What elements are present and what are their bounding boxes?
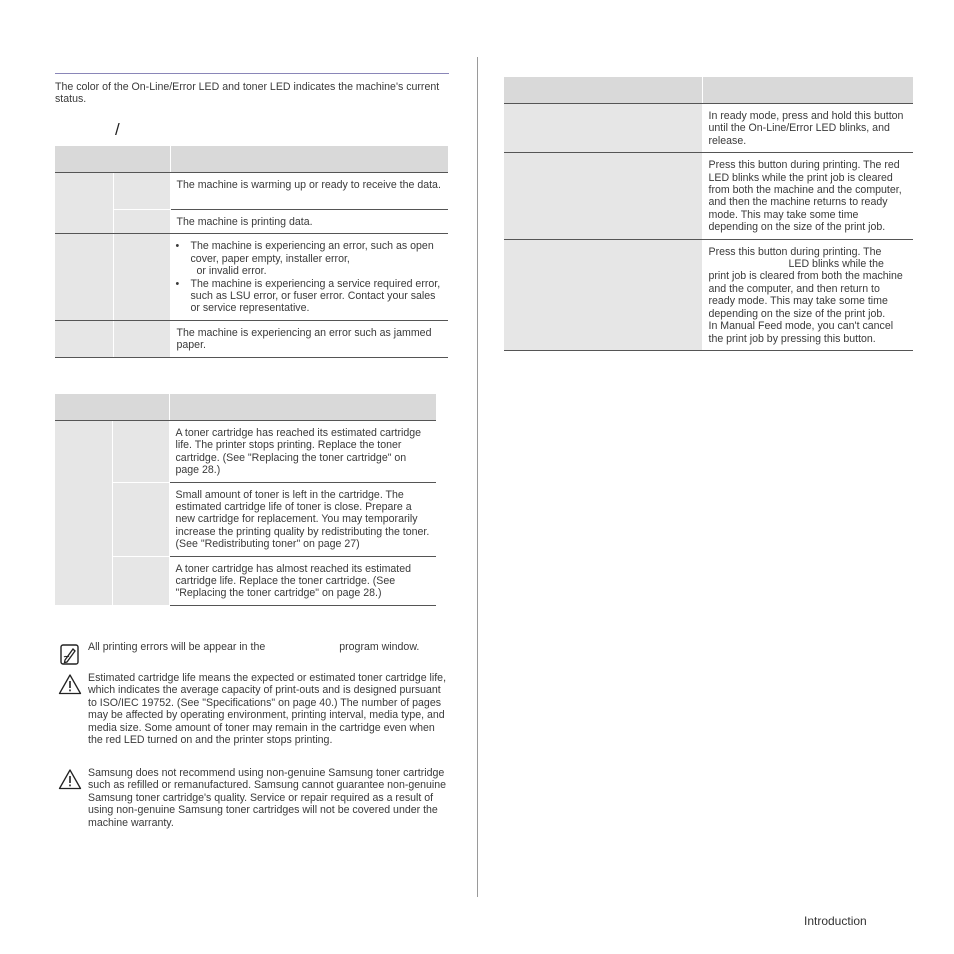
status-row-4-text: The machine is experiencing an error such as jammed paper.: [170, 320, 448, 357]
list-item: • The machine is experiencing an error, such as open cover, paper empty, installer error, or invalid error.: [175, 240, 443, 277]
section-heading-glyph: /: [115, 120, 120, 139]
section-rule: [55, 73, 449, 74]
button-row-1-text: In ready mode, press and hold this button until the On-Line/Error LED blinks, and release.: [702, 104, 913, 153]
table-header-row: [55, 394, 436, 421]
status-row-2-text: The machine is printing data.: [170, 210, 448, 234]
caution-icon: [58, 673, 82, 695]
status-row-1-text: The machine is warming up or ready to receive the data.: [170, 173, 448, 210]
caution-text-cartridge-life: Estimated cartridge life means the expected or estimated toner cartridge life, which indicates the average capacity of print-outs and is designed pursuant to ISO/IEC 19752. (See "Specifications" on page 40.) The number of pages may be affected by operating environment, printing interval, media type, and media size. Some amount of toner may remain in the cartridge even when the red LED turned on and the printer stops printing.: [88, 672, 447, 747]
toner-row-3-text: A toner cartridge has almost reached its estimated cartridge life. Replace the toner cartridge. (See "Replacing the toner cartridge" on page 28.): [169, 556, 436, 605]
status-led-table: [55, 146, 448, 358]
table-row: [55, 173, 448, 210]
toner-led-table: [55, 394, 436, 606]
table-header-row: [504, 77, 913, 104]
button-row-3-text: Press this button during printing. The LED blinks while the print job is cleared from both the machine and the computer, and then return to ready mode. This may take some time depending on the size of the print job. In Manual Feed mode, you can't cancel the print job by pressing this button.: [702, 239, 913, 350]
table-row: [504, 153, 913, 239]
table-header-row: [55, 146, 448, 173]
status-row-3-text: [170, 234, 448, 320]
toner-row-1-text: A toner cartridge has reached its estimated cartridge life. The printer stops printing. Replace the toner cartridge. (See "Replacing the toner cartridge" on page 28.): [169, 421, 436, 483]
button-function-table: [504, 77, 913, 351]
table-row: [55, 234, 448, 320]
table-row: [55, 482, 436, 556]
table-row: [55, 320, 448, 357]
note-text: All printing errors will be appear in the program window.: [88, 641, 420, 653]
table-row: [55, 556, 436, 605]
list-item: • The machine is experiencing a service required error, such as LSU error, or fuser error. Contact your sales or service representative.: [175, 278, 443, 315]
table-row: [504, 239, 913, 350]
button-row-2-text: Press this button during printing. The red LED blinks while the print job is cleared from both the machine and the computer, and then the machine returns to ready mode. This may take some time depending on the size of the print job.: [702, 153, 913, 239]
caution-text-non-genuine: Samsung does not recommend using non-genuine Samsung toner cartridge such as refilled or remanufactured. Samsung cannot guarantee non-genuine Samsung toner cartridge's quality. Service or repair required as a result of using non-genuine Samsung toner cartridges will not be covered under the machine warranty.: [88, 767, 447, 829]
page-footer: Introduction: [804, 914, 867, 928]
note-icon: [60, 644, 80, 666]
toner-row-2-text: Small amount of toner is left in the cartridge. The estimated cartridge life of toner is close. Prepare a new cartridge for replacement. You may temporarily increase the printing quality by redistributing the toner. (See "Redistributing toner" on page 27): [169, 482, 436, 556]
caution-icon: [58, 768, 82, 790]
intro-paragraph: The color of the On-Line/Error LED and toner LED indicates the machine's current status.: [55, 81, 440, 106]
table-row: [504, 104, 913, 153]
table-row: [55, 210, 448, 234]
table-row: [55, 421, 436, 483]
column-divider: [477, 57, 478, 897]
